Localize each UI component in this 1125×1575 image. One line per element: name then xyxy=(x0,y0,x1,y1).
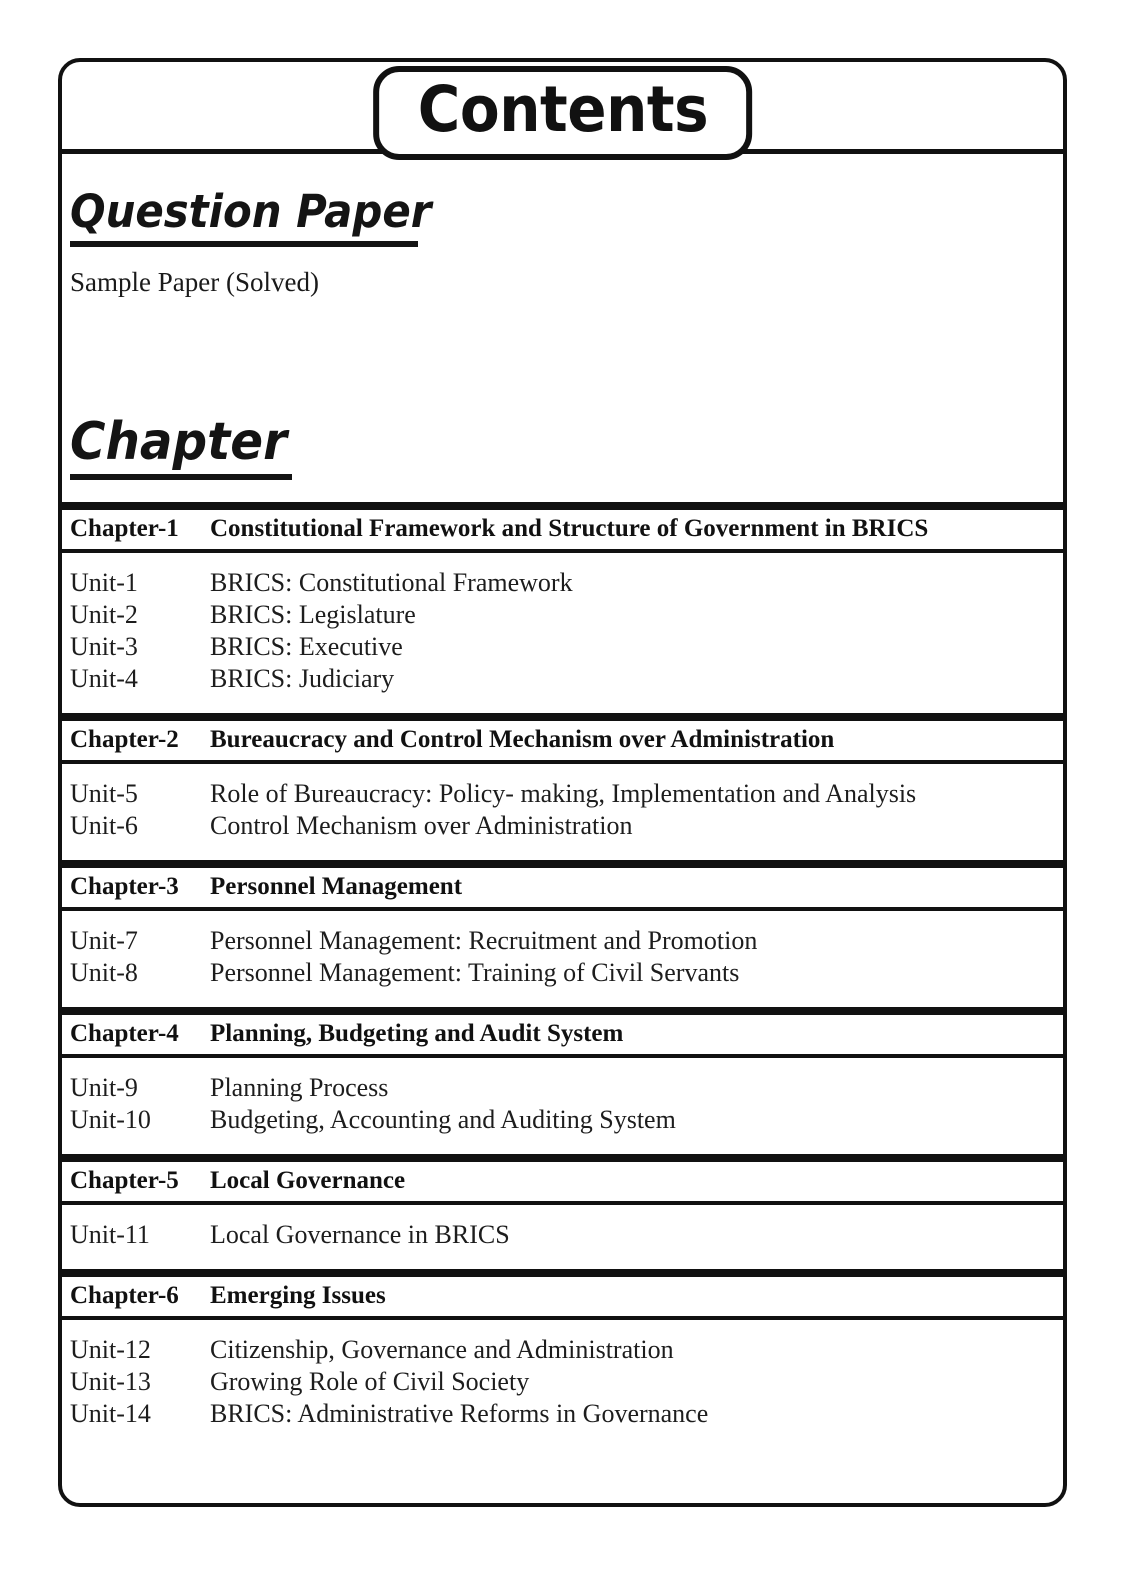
unit-row[interactable] xyxy=(62,778,1063,810)
chapter-title: Planning, Budgeting and Audit System xyxy=(210,1020,624,1047)
unit-title: Citizenship, Governance and Administration xyxy=(210,1335,674,1364)
unit-title: BRICS: Executive xyxy=(210,632,403,661)
unit-block xyxy=(62,1058,1063,1158)
chapter-label: Chapter-3 xyxy=(70,873,179,900)
unit-block xyxy=(62,911,1063,1011)
unit-title: BRICS: Judiciary xyxy=(210,664,395,693)
question-paper-entry: Sample Paper (Solved) xyxy=(70,267,319,297)
unit-title: Budgeting, Accounting and Auditing System xyxy=(210,1105,676,1134)
chapter-label: Chapter-2 xyxy=(70,726,179,753)
unit-label: Unit-14 xyxy=(70,1399,151,1428)
chapter-label: Chapter-4 xyxy=(70,1020,179,1047)
unit-label: Unit-5 xyxy=(70,779,138,808)
title-band xyxy=(62,62,1063,154)
unit-block xyxy=(62,764,1063,864)
unit-row[interactable] xyxy=(62,1219,1063,1251)
unit-title: Control Mechanism over Administration xyxy=(210,811,633,840)
chapter-title: Bureaucracy and Control Mechanism over Administration xyxy=(210,726,835,753)
unit-row[interactable] xyxy=(62,1366,1063,1398)
unit-label: Unit-1 xyxy=(70,568,138,597)
unit-block xyxy=(62,1320,1063,1446)
chapter-title: Constitutional Framework and Structure of Government in BRICS xyxy=(210,515,929,542)
unit-row[interactable] xyxy=(62,1398,1063,1430)
chapter-label: Chapter-5 xyxy=(70,1167,179,1194)
unit-title: Role of Bureaucracy: Policy- making, Implementation and Analysis xyxy=(210,779,917,808)
question-paper-heading: Question Paper xyxy=(70,185,432,238)
unit-label: Unit-6 xyxy=(70,811,138,840)
question-paper-heading-group xyxy=(70,186,459,247)
unit-label: Unit-3 xyxy=(70,632,138,661)
unit-title: Growing Role of Civil Society xyxy=(210,1367,530,1396)
page-frame xyxy=(58,58,1067,1507)
chapter-label: Chapter-6 xyxy=(70,1282,179,1309)
unit-label: Unit-12 xyxy=(70,1335,151,1364)
unit-title: Local Governance in BRICS xyxy=(210,1220,510,1249)
chapter-label: Chapter-1 xyxy=(70,515,179,542)
unit-title: Personnel Management: Recruitment and Promotion xyxy=(210,926,758,955)
chapter-row[interactable] xyxy=(62,1158,1063,1205)
question-paper-heading-rule xyxy=(70,241,418,247)
chapter-title: Local Governance xyxy=(210,1167,406,1194)
chapter-heading-group xyxy=(70,412,303,480)
unit-row[interactable] xyxy=(62,567,1063,599)
unit-label: Unit-7 xyxy=(70,926,138,955)
unit-row[interactable] xyxy=(62,663,1063,695)
toc-group xyxy=(62,717,1063,864)
unit-row[interactable] xyxy=(62,631,1063,663)
unit-title: Personnel Management: Training of Civil Servants xyxy=(210,958,740,987)
unit-row[interactable] xyxy=(62,599,1063,631)
page-title: Contents xyxy=(417,73,708,146)
unit-title: BRICS: Administrative Reforms in Governance xyxy=(210,1399,709,1428)
chapter-row[interactable] xyxy=(62,717,1063,764)
unit-title: Planning Process xyxy=(210,1073,389,1102)
unit-label: Unit-4 xyxy=(70,664,138,693)
unit-block xyxy=(62,1205,1063,1273)
contents-table xyxy=(62,502,1063,1446)
unit-row[interactable] xyxy=(62,957,1063,989)
toc-group xyxy=(62,1158,1063,1273)
unit-title: BRICS: Constitutional Framework xyxy=(210,568,573,597)
unit-label: Unit-13 xyxy=(70,1367,151,1396)
toc-group xyxy=(62,1011,1063,1158)
chapter-heading: Chapter xyxy=(70,412,287,472)
unit-row[interactable] xyxy=(62,1334,1063,1366)
unit-label: Unit-11 xyxy=(70,1220,150,1249)
unit-title: BRICS: Legislature xyxy=(210,600,416,629)
unit-label: Unit-2 xyxy=(70,600,138,629)
chapter-heading-rule xyxy=(70,474,292,480)
chapter-row[interactable] xyxy=(62,1011,1063,1058)
contents-title-badge xyxy=(373,66,753,160)
unit-label: Unit-8 xyxy=(70,958,138,987)
chapter-row[interactable] xyxy=(62,864,1063,911)
chapter-title: Emerging Issues xyxy=(210,1282,386,1309)
unit-row[interactable] xyxy=(62,925,1063,957)
chapter-row[interactable] xyxy=(62,1273,1063,1320)
chapter-row[interactable] xyxy=(62,506,1063,553)
chapter-title: Personnel Management xyxy=(210,873,463,900)
toc-group xyxy=(62,1273,1063,1446)
toc-group xyxy=(62,864,1063,1011)
unit-row[interactable] xyxy=(62,810,1063,842)
page-body xyxy=(62,154,1063,1503)
unit-block xyxy=(62,553,1063,717)
unit-label: Unit-10 xyxy=(70,1105,151,1134)
unit-row[interactable] xyxy=(62,1072,1063,1104)
unit-row[interactable] xyxy=(62,1104,1063,1136)
unit-label: Unit-9 xyxy=(70,1073,138,1102)
toc-group xyxy=(62,506,1063,717)
